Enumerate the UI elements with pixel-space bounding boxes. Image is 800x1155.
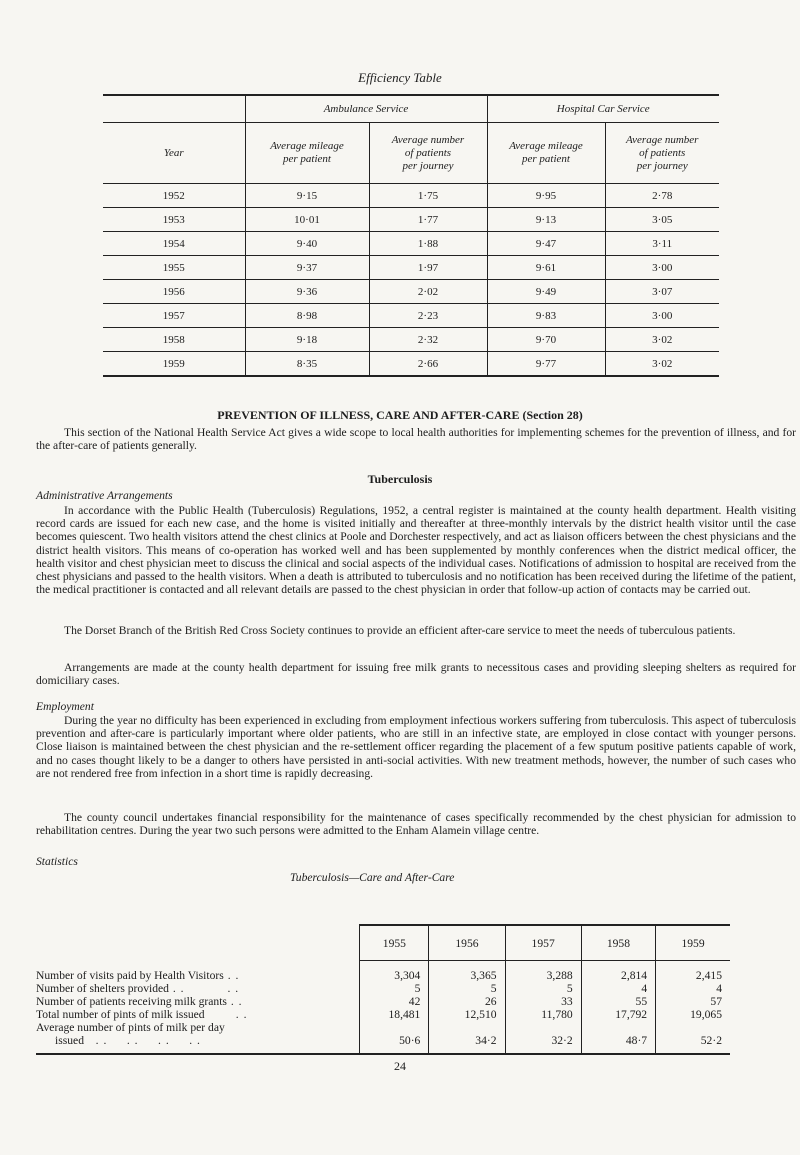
cell-value: 9·61 <box>487 256 605 280</box>
employment-heading: Employment <box>36 700 94 713</box>
cell-value: 26 <box>484 994 497 1008</box>
cell-value: 3,304 <box>394 968 421 982</box>
cell-value: 5 <box>490 981 497 995</box>
cell-value: 9·15 <box>245 184 369 208</box>
header-line: Average number <box>626 133 699 146</box>
cell-value: 2·23 <box>369 304 487 328</box>
cell-value: 9·40 <box>245 232 369 256</box>
cell-value: 17,792 <box>615 1007 648 1021</box>
admin-section-2 <box>36 624 796 637</box>
ambulance-mileage-header <box>245 123 369 184</box>
efficiency-table <box>103 94 719 377</box>
hospital-car-service-header: Hospital Car Service <box>487 95 719 123</box>
cell-spacer <box>656 1021 722 1034</box>
table-row <box>103 208 719 232</box>
employment-section <box>36 714 796 780</box>
admin-section-3 <box>36 661 796 687</box>
cell-value: 2·78 <box>605 184 719 208</box>
leader-dots: . . . . <box>168 981 240 995</box>
cell-spacer <box>582 1021 647 1034</box>
employment-section-2 <box>36 811 796 837</box>
cell-year: 1955 <box>103 256 245 280</box>
row-label <box>36 1008 359 1021</box>
label-text: Number of shelters provided <box>36 981 169 995</box>
table-row <box>103 184 719 208</box>
cell-spacer <box>429 1021 496 1034</box>
cell-value: 8·98 <box>245 304 369 328</box>
cell-value: 9·95 <box>487 184 605 208</box>
cell-value: 42 <box>408 994 421 1008</box>
tuberculosis-heading: Tuberculosis <box>367 472 433 486</box>
cell-value: 3·02 <box>605 328 719 352</box>
year-header-blank <box>103 95 245 123</box>
cell-value: 32·2 <box>551 1033 573 1047</box>
cell-value: 4 <box>641 981 648 995</box>
year-column-values <box>429 961 505 1054</box>
cell-value: 4 <box>716 981 722 995</box>
cell-value: 12,510 <box>464 1007 497 1021</box>
row-label <box>36 982 359 995</box>
label-text: Number of visits paid by Health Visitors <box>36 968 224 982</box>
header-line: per journey <box>402 159 454 172</box>
cell-value: 9·70 <box>487 328 605 352</box>
cell-year: 1952 <box>103 184 245 208</box>
leader-dots: . . <box>204 1007 248 1021</box>
ambulance-service-header: Ambulance Service <box>245 95 487 123</box>
paragraph: The Dorset Branch of the British Red Cross Society continues to provide an efficient after-care service to meet the needs of tuberculous patients. <box>64 624 736 637</box>
cell-value: 9·83 <box>487 304 605 328</box>
header-line: Average mileage <box>270 140 344 152</box>
cell-value: 2,415 <box>695 968 722 982</box>
table-row <box>103 304 719 328</box>
cell-year: 1958 <box>103 328 245 352</box>
table-row <box>103 352 719 377</box>
cell-value: 2·02 <box>369 280 487 304</box>
cell-value: 1·77 <box>369 208 487 232</box>
year-column-values <box>505 961 581 1054</box>
cell-spacer <box>360 1021 420 1034</box>
year-header: 1955 <box>360 925 429 961</box>
cell-value: 3·00 <box>605 256 719 280</box>
year-column-values <box>581 961 655 1054</box>
paragraph: During the year no difficulty has been experienced in excluding from employment infectious workers suffering from tuberculosis. This aspect of tuberculosis prevention and after-care is particularly important where older patients, who are still in an infective state, are employed in close contact with younger persons. Close liaison is maintained between the chest physician and the re-settlement officer regarding the placement of a few sputum positive patients capable of work, and no cases thought likely to be a danger to others have persisted in anti-social activities. With new treatment methods, however, the number of such cases who are not rendered free from infection in a short time is rapidly decreasing. <box>36 714 796 780</box>
cell-value: 3·11 <box>605 232 719 256</box>
row-labels <box>36 961 360 1054</box>
cell-value: 3·05 <box>605 208 719 232</box>
cell-value: 1·88 <box>369 232 487 256</box>
cell-value: 3,365 <box>470 968 497 982</box>
year-header: 1956 <box>429 925 505 961</box>
cell-value: 9·77 <box>487 352 605 377</box>
cell-value: 48·7 <box>625 1033 648 1047</box>
admin-section <box>36 504 796 596</box>
cell-value: 8·35 <box>245 352 369 377</box>
prevention-heading: PREVENTION OF ILLNESS, CARE AND AFTER-CARE (Section 28) <box>217 408 583 422</box>
table-row <box>103 232 719 256</box>
cell-year: 1959 <box>103 352 245 377</box>
leader-dots: . . <box>226 994 243 1008</box>
cell-value: 33 <box>561 994 573 1008</box>
hospital-mileage-header <box>487 123 605 184</box>
cell-value: 1·97 <box>369 256 487 280</box>
row-label <box>36 969 359 982</box>
cell-value: 11,780 <box>541 1007 573 1021</box>
table-row <box>103 280 719 304</box>
row-label <box>36 1034 359 1047</box>
cell-value: 50·6 <box>399 1033 421 1047</box>
cell-spacer <box>506 1021 573 1034</box>
header-line: of patients <box>404 146 452 159</box>
year-column-header: Year <box>103 123 245 184</box>
label-text: Total number of pints of milk issued <box>36 1007 205 1021</box>
year-header: 1959 <box>656 925 730 961</box>
cell-value: 9·37 <box>245 256 369 280</box>
cell-value: 19,065 <box>690 1007 722 1021</box>
cell-value: 5 <box>414 981 421 995</box>
cell-value: 5 <box>566 981 573 995</box>
cell-value: 57 <box>710 994 722 1008</box>
cell-value: 9·49 <box>487 280 605 304</box>
ambulance-number-header <box>369 123 487 184</box>
header-line: of patients <box>639 146 686 159</box>
row-label <box>36 995 359 1008</box>
label-text: issued <box>55 1033 84 1047</box>
cell-value: 10·01 <box>245 208 369 232</box>
label-text: Number of patients receiving milk grants <box>36 994 227 1008</box>
administrative-arrangements-heading: Administrative Arrangements <box>36 489 173 502</box>
page-number: 24 <box>394 1059 406 1073</box>
table-row <box>103 256 719 280</box>
header-line: Average number <box>391 133 465 146</box>
leader-dots: . . <box>223 968 240 982</box>
cell-year: 1957 <box>103 304 245 328</box>
paragraph: In accordance with the Public Health (Tuberculosis) Regulations, 1952, a central register is maintained at the county health department. Health visiting record cards are issued for each new case, and the home is visited initially and thereafter at three-monthly intervals by the district health visitor until the case becomes quiescent. Two health visitors attend the chest clinics at Poole and Dorchester respectively, and act as liaison officers between the chest physicians and the district health visitors. This means of co-operation has worked well and has been supplemented by monthly conferences when the district medical officer, the health visitor and chest physician meet to discuss the clinical and social aspects of the individual cases. Notifications of admission to hospital are received from the chest physicians and passed to the health visitors. When a death is attributed to tuberculosis and no notification has been received during the lifetime of the patient, the medical practitioner is contacted and all relevant details are passed to the chest physician in order that follow-up action of contacts may be carried out. <box>36 504 796 597</box>
cell-value: 9·18 <box>245 328 369 352</box>
label-header-blank <box>36 925 360 961</box>
table-row <box>103 328 719 352</box>
row-label: Average number of pints of milk per day <box>36 1020 225 1034</box>
cell-value: 34·2 <box>475 1033 497 1047</box>
year-header: 1957 <box>505 925 581 961</box>
cell-value: 18,481 <box>388 1007 421 1021</box>
cell-value: 9·36 <box>245 280 369 304</box>
year-header: 1958 <box>581 925 655 961</box>
header-line: per journey <box>636 159 688 172</box>
efficiency-table-title: Efficiency Table <box>358 70 442 85</box>
cell-value: 52·2 <box>700 1033 722 1047</box>
stats-table-title: Tuberculosis—Care and After-Care <box>290 871 455 884</box>
paragraph: This section of the National Health Service Act gives a wide scope to local health authorities for implementing schemes for the prevention of illness, and for the after-care of patients generally. <box>36 426 796 453</box>
cell-value: 3·00 <box>605 304 719 328</box>
cell-year: 1954 <box>103 232 245 256</box>
cell-value: 3·02 <box>605 352 719 377</box>
hospital-number-header <box>605 123 719 184</box>
year-column-values <box>360 961 429 1054</box>
year-column-values <box>656 961 730 1054</box>
prevention-intro <box>36 426 796 452</box>
cell-value: 2·32 <box>369 328 487 352</box>
tuberculosis-care-table <box>36 924 730 1055</box>
paragraph: The county council undertakes financial responsibility for the maintenance of cases specifically recommended by the chest physician for admission to rehabilitation centres. During the year two such persons were admitted to the Enham Alamein village centre. <box>36 811 796 838</box>
cell-value: 3,288 <box>546 968 573 982</box>
statistics-heading: Statistics <box>36 855 78 868</box>
header-line: Average mileage <box>509 140 583 152</box>
header-line: per patient <box>522 153 570 165</box>
header-line: per patient <box>283 153 331 165</box>
cell-value: 2·66 <box>369 352 487 377</box>
paragraph: Arrangements are made at the county health department for issuing free milk grants to necessitous cases and providing sleeping shelters as required for domiciliary cases. <box>36 661 796 688</box>
cell-value: 55 <box>635 994 648 1008</box>
cell-value: 9·13 <box>487 208 605 232</box>
table-body-row <box>36 961 730 1054</box>
cell-value: 3·07 <box>605 280 719 304</box>
cell-year: 1953 <box>103 208 245 232</box>
cell-year: 1956 <box>103 280 245 304</box>
cell-value: 1·75 <box>369 184 487 208</box>
cell-value: 2,814 <box>621 968 648 982</box>
leader-dots: . . . . . . . . <box>83 1033 201 1047</box>
cell-value: 9·47 <box>487 232 605 256</box>
